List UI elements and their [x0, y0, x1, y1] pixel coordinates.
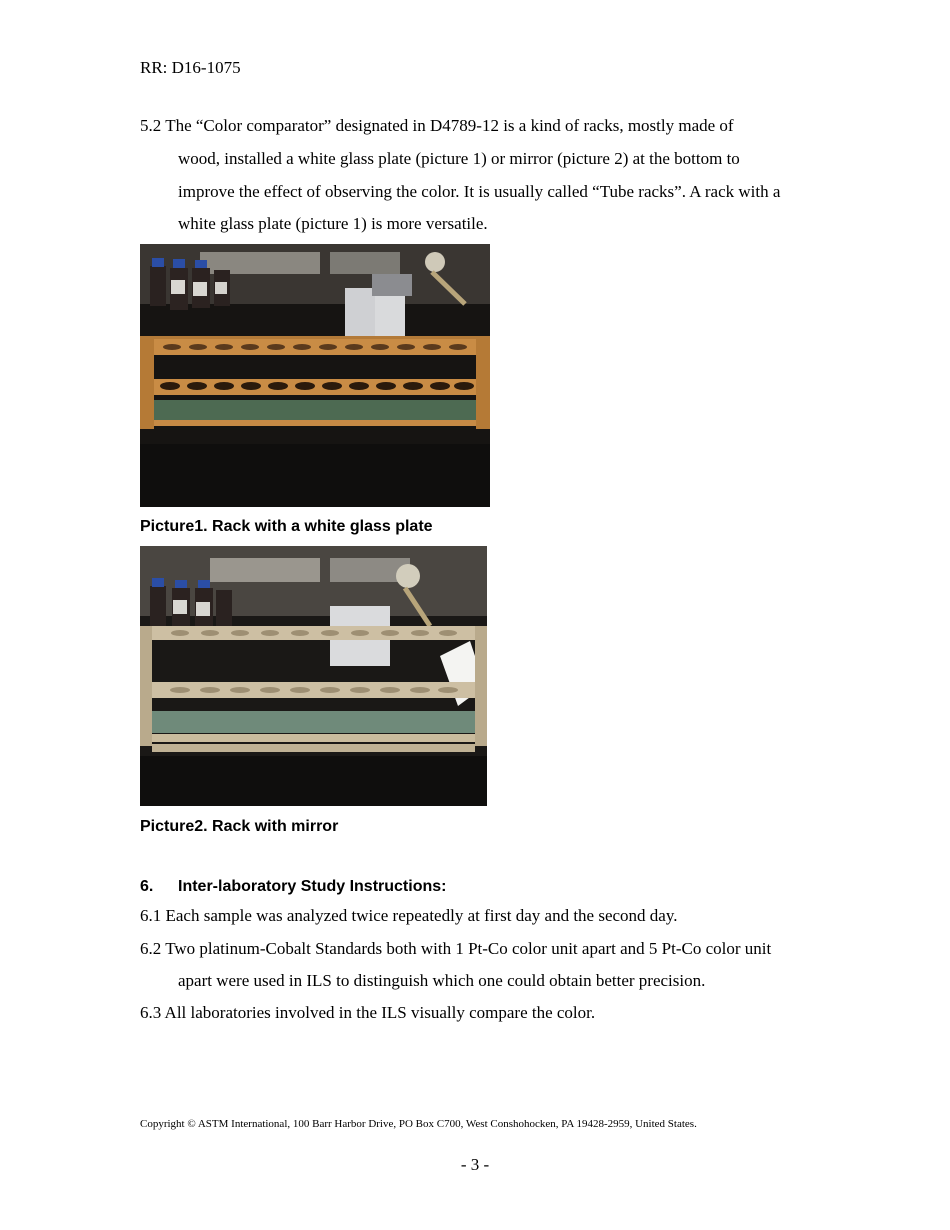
picture-2-image	[140, 546, 487, 806]
para-5-2-line-2: wood, installed a white glass plate (picture 1) or mirror (picture 2) at the bottom to	[178, 149, 740, 168]
report-id: RR: D16-1075	[140, 58, 241, 77]
page-number: - 3 -	[460, 1155, 490, 1174]
section-6-number: 6.	[140, 878, 154, 895]
para-5-2-line-3: improve the effect of observing the color. It is usually called “Tube racks”. A rack with a	[178, 182, 781, 201]
picture-1-caption: Picture1. Rack with a white glass plate	[140, 518, 433, 535]
item-6-3: 6.3 All laboratories involved in the ILS visually compare the color.	[140, 1003, 596, 1022]
item-6-2-line-2: apart were used in ILS to distinguish which one could obtain better precision.	[178, 971, 706, 990]
footer-copyright: Copyright © ASTM International, 100 Barr Harbor Drive, PO Box C700, West Conshohocken, PA 19428-2959, United States.	[140, 1118, 697, 1130]
item-6-1: 6.1 Each sample was analyzed twice repeatedly at first day and the second day.	[140, 906, 678, 925]
para-5-2-line-4: white glass plate (picture 1) is more versatile.	[178, 214, 488, 233]
picture-1-image	[140, 244, 490, 507]
para-5-2-line-1: 5.2 The “Color comparator” designated in D4789-12 is a kind of racks, mostly made of	[140, 116, 734, 135]
section-6-heading: Inter-laboratory Study Instructions:	[178, 878, 447, 895]
item-6-2-line-1: 6.2 Two platinum-Cobalt Standards both with 1 Pt-Co color unit apart and 5 Pt-Co color unit	[140, 939, 772, 958]
picture-2-caption: Picture2. Rack with mirror	[140, 818, 339, 835]
